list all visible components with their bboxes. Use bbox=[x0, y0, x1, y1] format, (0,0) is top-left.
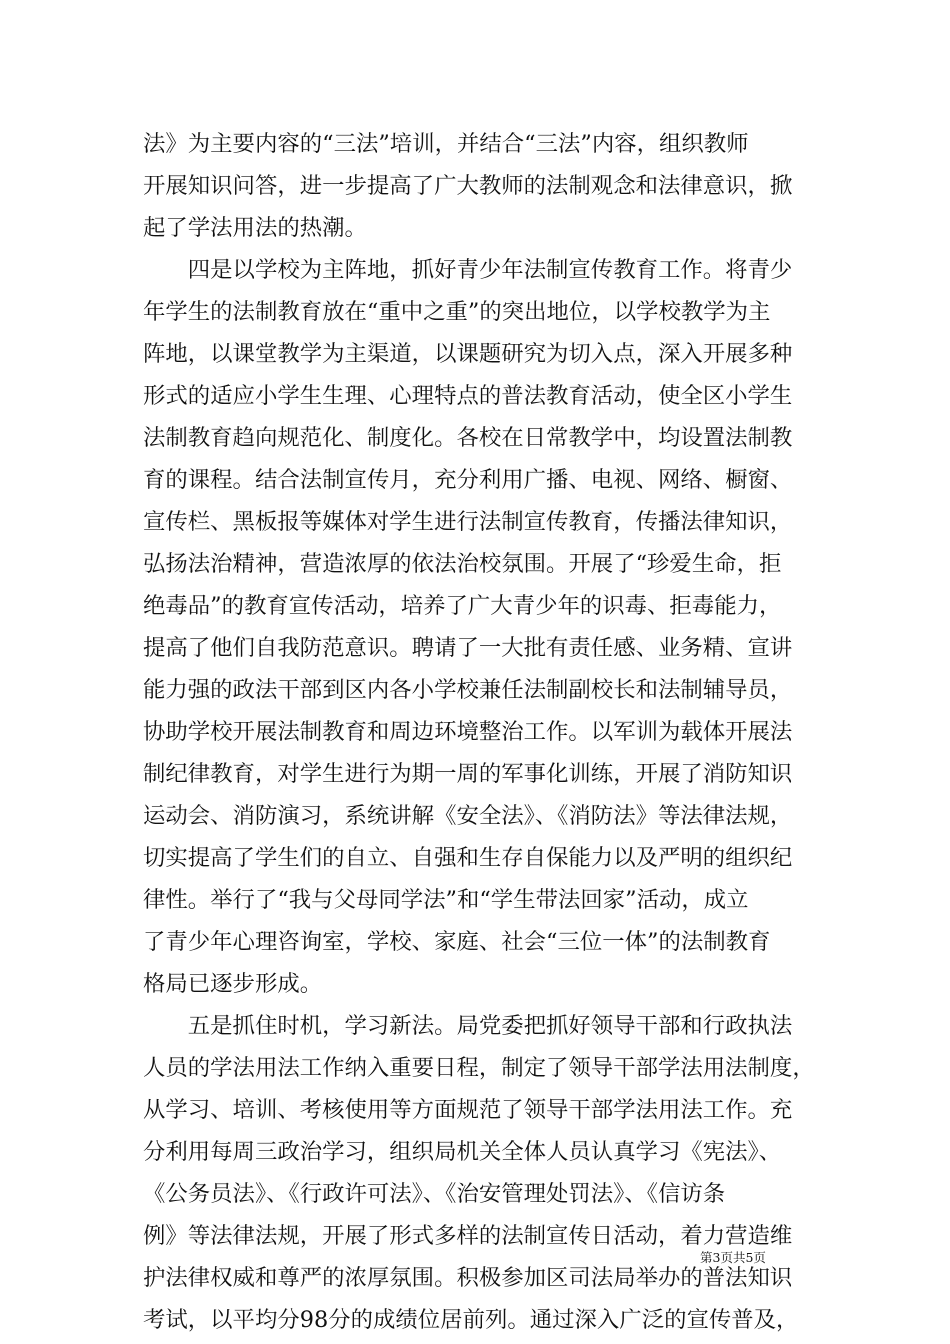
text-line: 阵地，以课堂教学为主渠道，以课题研究为切入点，深入开展多种 bbox=[143, 341, 793, 367]
text-line: 人员的学法用法工作纳入重要日程，制定了领导干部学法用法制度， bbox=[143, 1055, 815, 1081]
text-line: 了青少年心理咨询室，学校、家庭、社会“三位一体”的法制教育 bbox=[143, 929, 771, 955]
text-line: 能力强的政法干部到区内各小学校兼任法制副校长和法制辅导员， bbox=[143, 677, 793, 703]
text-line: 宣传栏、黑板报等媒体对学生进行法制宣传教育，传播法律知识， bbox=[143, 509, 793, 535]
body-text bbox=[143, 123, 815, 1341]
text-line: 制纪律教育，对学生进行为期一周的军事化训练，开展了消防知识 bbox=[143, 761, 793, 787]
text-line: 切实提高了学生们的自立、自强和生存自保能力以及严明的组织纪 bbox=[143, 845, 793, 871]
text-line: 律性。举行了“我与父母同学法”和“学生带法回家”活动，成立 bbox=[143, 887, 749, 913]
text-line: 绝毒品”的教育宣传活动，培养了广大青少年的识毒、拒毒能力， bbox=[143, 593, 782, 619]
text-line: 提高了他们自我防范意识。聘请了一大批有责任感、业务精、宣讲 bbox=[143, 635, 793, 661]
text-line: 起了学法用法的热潮。 bbox=[143, 215, 367, 241]
text-line: 考试，以平均分98分的成绩位居前列。通过深入广泛的宣传普及， bbox=[143, 1307, 799, 1333]
text-line: 护法律权威和尊严的浓厚氛围。积极参加区司法局举办的普法知识 bbox=[143, 1265, 793, 1291]
text-line: 四是以学校为主阵地，抓好青少年法制宣传教育工作。将青少 bbox=[143, 257, 793, 283]
text-line: 开展知识问答，进一步提高了广大教师的法制观念和法律意识，掀 bbox=[143, 173, 793, 199]
text-line: 法制教育趋向规范化、制度化。各校在日常教学中，均设置法制教 bbox=[143, 425, 793, 451]
text-line: 五是抓住时机，学习新法。局党委把抓好领导干部和行政执法 bbox=[143, 1013, 793, 1039]
text-line: 分利用每周三政治学习，组织局机关全体人员认真学习《宪法》、 bbox=[143, 1139, 782, 1165]
text-line: 例》等法律法规，开展了形式多样的法制宣传日活动，着力营造维 bbox=[143, 1223, 793, 1249]
text-line: 从学习、培训、考核使用等方面规范了领导干部学法用法工作。充 bbox=[143, 1097, 793, 1123]
text-line: 运动会、消防演习，系统讲解《安全法》、《消防法》等法律法规， bbox=[143, 803, 793, 829]
text-line: 法》为主要内容的“三法”培训，并结合“三法”内容，组织教师 bbox=[143, 131, 749, 157]
text-line: 协助学校开展法制教育和周边环境整治工作。以军训为载体开展法 bbox=[143, 719, 793, 745]
text-line: 格局已逐步形成。 bbox=[143, 971, 323, 997]
text-line: 弘扬法治精神，营造浓厚的依法治校氛围。开展了“珍爱生命，拒 bbox=[143, 551, 782, 577]
text-line: 育的课程。结合法制宣传月，充分利用广播、电视、网络、橱窗、 bbox=[143, 467, 793, 493]
text-line: 年学生的法制教育放在“重中之重”的突出地位，以学校教学为主 bbox=[143, 299, 771, 325]
page-number-footer: 第3页共5页 bbox=[700, 1250, 766, 1265]
text-line: 形式的适应小学生生理、心理特点的普法教育活动，使全区小学生 bbox=[143, 383, 793, 409]
text-line: 《公务员法》、《行政许可法》、《治安管理处罚法》、《信访条 bbox=[143, 1181, 726, 1207]
